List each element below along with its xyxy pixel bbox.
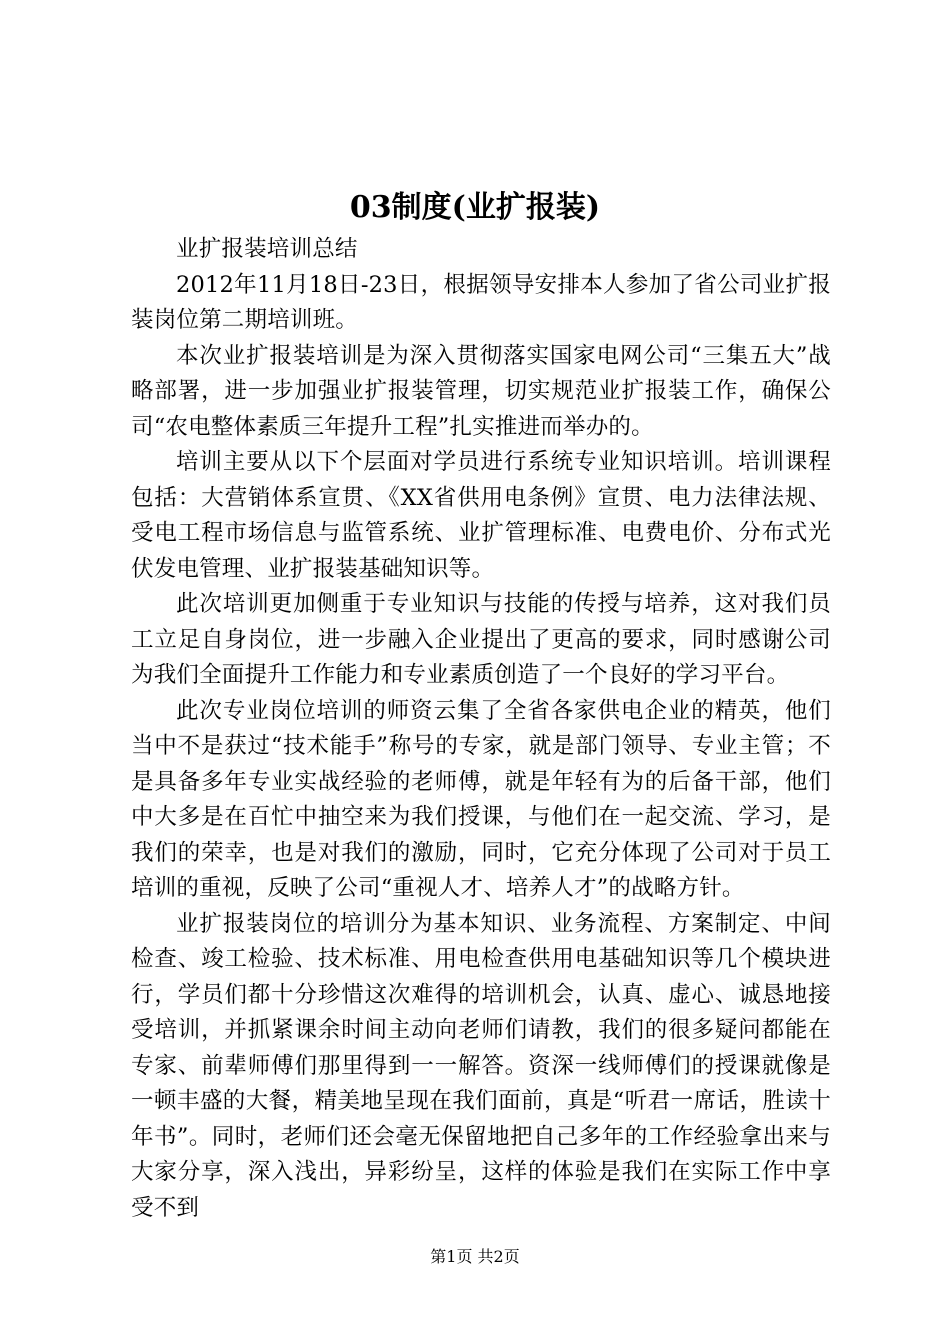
paragraph: 此次培训更加侧重于专业知识与技能的传授与培养，这对我们员工立足自身岗位，进一步融入企业提出了更高的要求，同时感谢公司为我们全面提升工作能力和专业素质创造了一个良好的学习平台。 bbox=[131, 591, 831, 688]
paragraph: 培训主要从以下个层面对学员进行系统专业知识培训。培训课程包括：大营销体系宣贯、《XX省供用电条例》宣贯、电力法律法规、受电工程市场信息与监管系统、业扩管理标准、电费电价、分布式光伏发电管理、业扩报装基础知识等。 bbox=[131, 449, 831, 582]
document-body bbox=[131, 232, 831, 1226]
paragraph: 业扩报装岗位的培训分为基本知识、业务流程、方案制定、中间检查、竣工检验、技术标准、用电检查供用电基础知识等几个模块进行，学员们都十分珍惜这次难得的培训机会，认真、虚心、诚恳地接受培训，并抓紧课余时间主动向老师们请教，我们的很多疑问都能在专家、前辈师傅们那里得到一一解答。资深一线师傅们的授课就像是一顿丰盛的大餐，精美地呈现在我们面前，真是“听君一席话，胜读十年书”。同时，老师们还会毫无保留地把自己多年的工作经验拿出来与大家分享，深入浅出，异彩纷呈，这样的体验是我们在实际工作中享受不到 bbox=[131, 910, 831, 1221]
paragraph: 此次专业岗位培训的师资云集了全省各家供电企业的精英，他们当中不是获过“技术能手”称号的专家，就是部门领导、专业主管；不是具备多年专业实战经验的老师傅，就是年轻有为的后备干部，他们中大多是在百忙中抽空来为我们授课，与他们在一起交流、学习，是我们的荣幸，也是对我们的激励，同时，它充分体现了公司对于员工培训的重视，反映了公司“重视人才、培养人才”的战略方针。 bbox=[131, 697, 831, 901]
paragraph: 本次业扩报装培训是为深入贯彻落实国家电网公司“三集五大”战略部署，进一步加强业扩报装管理，切实规范业扩报装工作，确保公司“农电整体素质三年提升工程”扎实推进而举办的。 bbox=[131, 342, 831, 440]
paragraph-heading: 业扩报装培训总结 bbox=[176, 236, 358, 262]
paragraph: 2012年11月18日-23日，根据领导安排本人参加了省公司业扩报装岗位第二期培训班。 bbox=[131, 271, 831, 333]
document-title: 03制度(业扩报装) bbox=[349, 190, 601, 225]
page-number-footer: 第1页 共2页 bbox=[430, 1247, 520, 1266]
